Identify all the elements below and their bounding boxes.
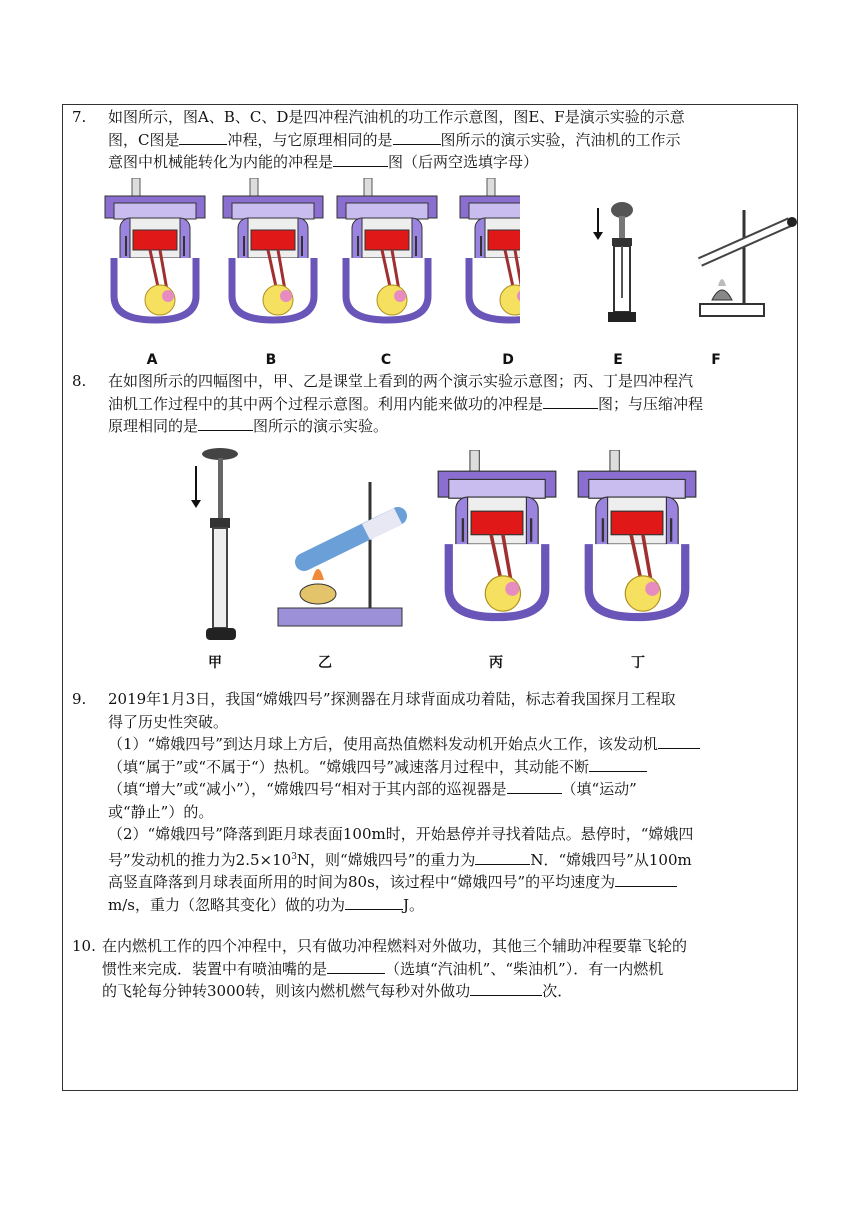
answer-blank[interactable]	[475, 850, 530, 865]
q8-line3: 原理相同的是 图所示的演示实验。	[108, 417, 389, 435]
figure-label-ding: 丁	[631, 655, 645, 671]
figure-label-c: C	[380, 352, 392, 368]
question-number: 10.	[72, 937, 96, 955]
q9-line10: m/s，重力（忽略其变化）做的功为 J。	[108, 895, 424, 914]
q9-line6: 或“静止”）的。	[108, 802, 214, 821]
answer-blank[interactable]	[198, 416, 253, 431]
answer-blank[interactable]	[589, 757, 647, 772]
pump-figure-e	[590, 198, 650, 328]
answer-blank[interactable]	[179, 130, 227, 145]
answer-blank[interactable]	[333, 152, 388, 167]
figure-label-d: D	[502, 352, 514, 368]
q8-line2: 油机工作过程中的其中两个过程示意图。利用内能来做功的冲程是 图；与压缩冲程	[108, 394, 704, 413]
figure-label-f: F	[711, 352, 721, 368]
q10-line2: 惯性来完成．装置中有喷油嘴的是 （选填“汽油机”、“柴油机”）．有一内燃机	[102, 959, 664, 978]
question-number: 7.	[72, 108, 87, 126]
q9-line5: （填“增大”或“减小”），“嫦娥四号“相对于其内部的巡视器是 （填“运动”	[108, 780, 637, 798]
answer-blank[interactable]	[345, 895, 403, 910]
answer-blank[interactable]	[327, 959, 385, 974]
test-tube-figure-f	[690, 200, 800, 330]
figure-label-yi: 乙	[318, 655, 332, 671]
answer-blank[interactable]	[507, 779, 562, 794]
q9-line2: 得了历史性突破。	[108, 712, 229, 731]
pump-figure-jia	[188, 446, 248, 646]
q9-line3: （1）“嫦娥四号”到达月球上方后，使用高热值燃料发动机开始点火工作，该发动机	[108, 733, 818, 756]
q9-line1: 2019年1月3日，我国“嫦娥四号”探测器在月球背面成功着陆，标志着我国探月工程取	[108, 690, 676, 708]
answer-blank[interactable]	[543, 394, 598, 409]
question-number: 9.	[72, 690, 87, 708]
q8-line1: 在如图所示的四幅图中，甲、乙是课堂上看到的两个演示实验示意图；丙、丁是四冲程汽	[108, 372, 694, 390]
figure-label-a: A	[146, 352, 158, 368]
figure-label-e: E	[613, 352, 623, 368]
answer-blank[interactable]	[470, 981, 542, 996]
test-tube-figure-yi	[274, 462, 414, 642]
q9-line4: （填“属于”或“不属于“）热机。“嫦娥四号”减速落月过程中，其动能不断	[108, 756, 818, 779]
answer-blank[interactable]	[615, 872, 677, 887]
engine-figures-q7	[100, 178, 520, 338]
question-number: 8.	[72, 372, 87, 390]
answer-blank[interactable]	[658, 734, 700, 749]
engine-figure-ding	[572, 450, 702, 650]
figure-label-bing: 丙	[489, 655, 503, 671]
figure-label-jia: 甲	[208, 655, 222, 671]
q9-line7: （2）“嫦娥四号”降落到距月球表面100m时，开始悬停并寻找着陆点。悬停时，“嫦娥四	[108, 825, 694, 843]
answer-blank[interactable]	[393, 130, 441, 145]
q10-line3: 的飞轮每分钟转3000转，则该内燃机燃气每秒对外做功 次．	[102, 982, 573, 1000]
q10-line1: 在内燃机工作的四个冲程中，只有做功冲程燃料对外做功，其他三个辅助冲程要靠飞轮的	[102, 937, 688, 955]
q7-line2: 图，C图是 冲程，与它原理相同的是 图所示的演示实验，汽油机的工作示	[108, 130, 681, 149]
q7-line1: 如图所示，图A、B、C、D是四冲程汽油机的功工作示意图，图E、F是演示实验的示意	[108, 108, 685, 126]
figure-label-b: B	[265, 352, 277, 368]
q7-line3: 意图中机械能转化为内能的冲程是 图（后两空选填字母）	[108, 153, 539, 171]
q9-line8: 号”发动机的推力为$2.5\times 10^3N$，则“嫦娥四号”的重力为 N．“嫦娥四号”从100m	[108, 850, 692, 869]
q9-line9: 高竖直降落到月球表面所用的时间为80s，该过程中“嫦娥四号”的平均速度为	[108, 871, 818, 894]
engine-figure-bing	[432, 450, 562, 650]
